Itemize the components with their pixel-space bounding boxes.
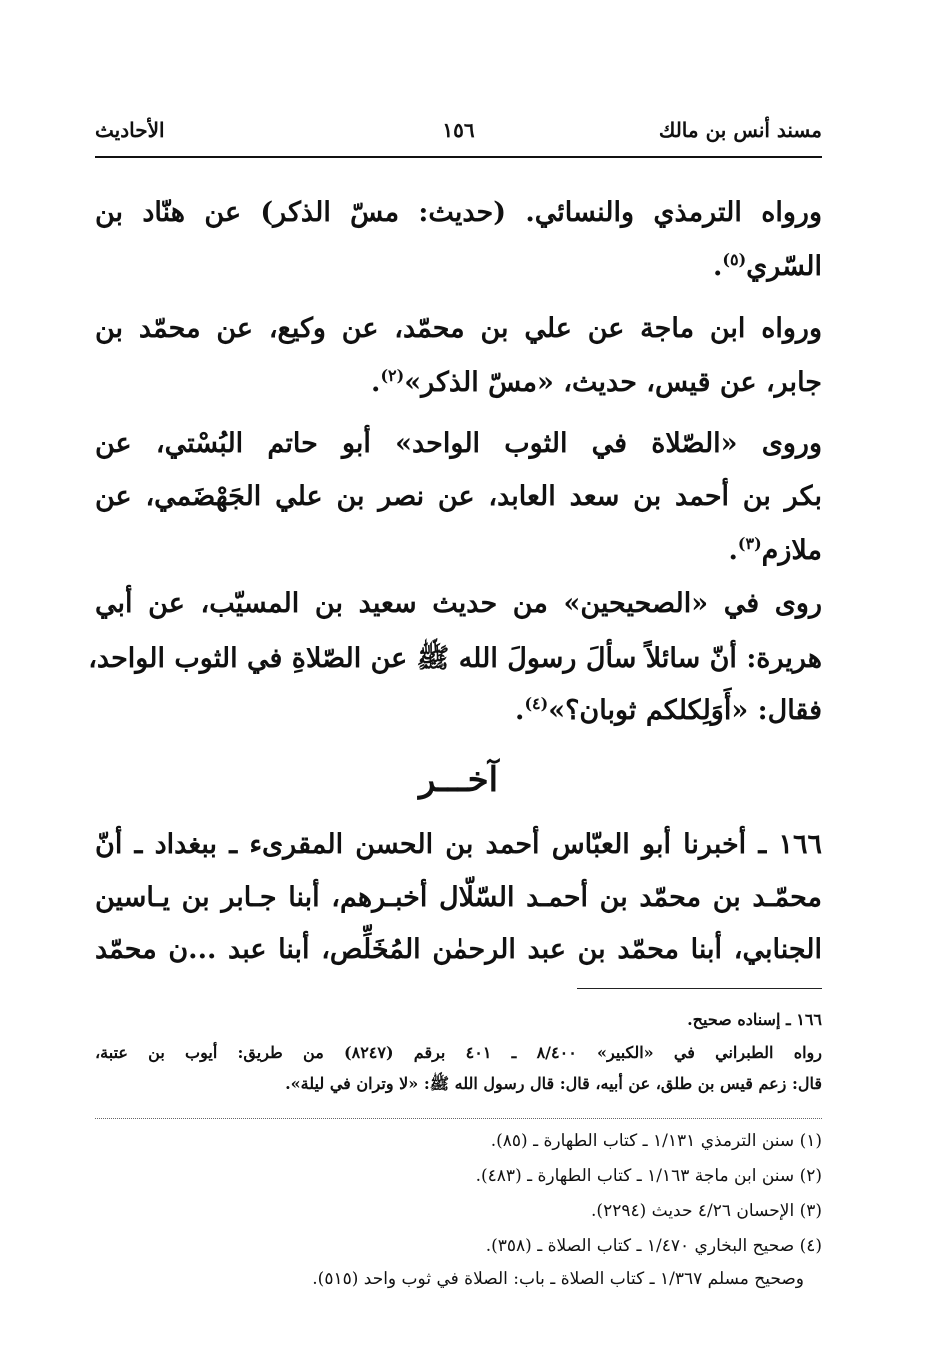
- footnote-ref: (٣): [737, 534, 762, 553]
- section-title: آخـــر: [418, 760, 499, 800]
- body-line: جابر، عن قيس، حديث، «مسّ الذكر»$^{(٢)}$.: [371, 366, 822, 398]
- hadith-line: الجنابي، أبنا محمّد بن عبد الرحمٰن المُخَلِّص، أبنا عبد ...ن محمّد: [95, 934, 822, 965]
- commentary-line: رواه الطبراني في «الكبير» ٨/٤٠٠ ـ ٤٠١ برقم (٨٢٤٧) من طريق: أيوب بن عتبة،: [95, 1043, 823, 1062]
- running-header: [95, 118, 822, 152]
- body-line: فقال: «أَوَلِكلكم ثوبان؟»$^{(٤)}$.: [515, 694, 822, 726]
- header-rule: [95, 156, 822, 158]
- body-line: ملازم$^{(٣)}$.: [728, 534, 822, 566]
- footnote: (٣) الإحسان ٤/٢٦ حديث (٢٢٩٤).: [591, 1201, 822, 1221]
- section-name: الأحاديث: [95, 118, 165, 142]
- footnote-ref: (٥): [722, 250, 747, 269]
- body-line: هريرة: أنّ سائلاً سألَ رسولَ الله ﷺ عن الصّلاةِ في الثوب الواحد،: [88, 643, 822, 674]
- notes-separator: [577, 988, 822, 989]
- hadith-line: محمّـد بن محمّد بن أحمـد السّلّال أخبـرهم، أبنا جـابر بن يـاسين: [95, 882, 822, 913]
- body-line: ورواه ابن ماجة عن علي بن محمّد، عن وكيع، عن محمّد بن: [95, 313, 822, 344]
- footnote: وصحيح مسلم ١/٣٦٧ ـ كتاب الصلاة ـ باب: الصلاة في ثوب واحد (٥١٥).: [312, 1269, 804, 1289]
- hadith-line: ١٦٦ ـ أخبرنا أبو العبّاس أحمد بن الحسن المقرىء ـ ببغداد ـ أنّ: [95, 829, 822, 860]
- body-line: وروى «الصّلاة في الثوب الواحد» أبو حاتم البُسْتي، عن: [95, 428, 822, 459]
- footnotes-separator: [95, 1118, 822, 1119]
- footnote-ref: (٤): [524, 694, 549, 713]
- commentary-line: ١٦٦ ـ إسناده صحيح.: [687, 1010, 822, 1029]
- footnote: (٢) سنن ابن ماجة ١/١٦٣ ـ كتاب الطهارة ـ (٤٨٣).: [475, 1166, 822, 1186]
- body-line: ورواه الترمذي والنسائي. (حديث: مسّ الذكر) عن هنّاد بن: [95, 197, 822, 228]
- page-number: ١٥٦: [442, 118, 475, 142]
- body-line: بكر بن أحمد بن سعد العابد، عن نصر بن علي الجَهْضَمي، عن: [95, 481, 822, 512]
- book-title: مسند أنس بن مالك: [658, 118, 822, 142]
- footnote: (١) سنن الترمذي ١/١٣١ ـ كتاب الطهارة ـ (٨٥).: [490, 1131, 822, 1151]
- footnote: (٤) صحيح البخاري ١/٤٧٠ ـ كتاب الصلاة ـ (٣٥٨).: [485, 1236, 822, 1256]
- commentary-line: قال: زعم قيس بن طلق، عن أبيه، قال: قال رسول الله ﷺ: «لا وتران في ليلة».: [285, 1074, 822, 1093]
- body-line: السّري$^{(٥)}$.: [712, 250, 822, 282]
- footnote-ref: (٢): [380, 366, 405, 385]
- body-line: روى في «الصحيحين» من حديث سعيد بن المسيّب، عن أبي: [95, 588, 822, 619]
